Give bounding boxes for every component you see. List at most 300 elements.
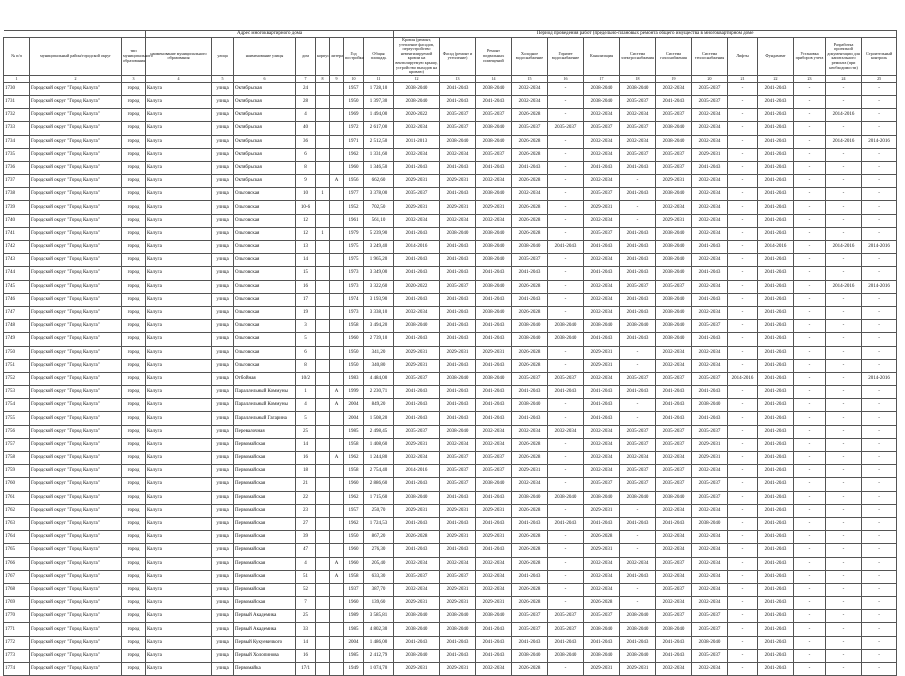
table-cell: 2041-2043: [620, 241, 656, 254]
table-cell: [330, 188, 344, 201]
table-cell: 1736: [4, 161, 30, 174]
table-cell: [330, 517, 344, 530]
table-cell: улица: [212, 359, 234, 372]
table-cell: 2032-2034: [584, 280, 620, 293]
table-cell: 2032-2034: [656, 452, 692, 465]
table-cell: -: [728, 306, 758, 319]
table-cell: улица: [212, 346, 234, 359]
table-cell: Калуга: [146, 663, 212, 676]
table-cell: Городской округ "Город Калуга": [30, 241, 122, 254]
column-header: наименование улицы: [234, 38, 296, 76]
table-cell: -: [548, 161, 584, 174]
table-cell: 633,30: [364, 570, 394, 583]
table-cell: 2041-2043: [548, 386, 584, 399]
table-cell: 2041-2043: [512, 161, 548, 174]
table-cell: Городской округ "Город Калуга": [30, 399, 122, 412]
table-cell: 2041-2043: [440, 254, 476, 267]
table-cell: 2041-2043: [758, 465, 794, 478]
table-cell: -: [794, 531, 826, 544]
table-cell: 2041-2043: [394, 517, 440, 530]
table-cell: -: [548, 293, 584, 306]
table-cell: 2032-2034: [584, 293, 620, 306]
table-cell: 2041-2043: [758, 597, 794, 610]
table-cell: Городской округ "Город Калуга": [30, 623, 122, 636]
table-cell: Калуга: [146, 517, 212, 530]
table-cell: -: [794, 161, 826, 174]
table-cell: [316, 636, 330, 649]
table-cell: 2029-2031: [440, 663, 476, 676]
table-cell: 2038-2040: [692, 517, 728, 530]
table-cell: -: [794, 227, 826, 240]
table-cell: -: [728, 544, 758, 557]
table-cell: 2014-2016: [826, 280, 862, 293]
table-cell: 2035-2037: [692, 82, 728, 95]
table-cell: Городской округ "Город Калуга": [30, 478, 122, 491]
table-cell: 1742: [4, 241, 30, 254]
table-cell: Ольговская: [234, 320, 296, 333]
table-cell: 2035-2037: [656, 372, 692, 385]
table-cell: улица: [212, 201, 234, 214]
table-cell: 1771: [4, 623, 30, 636]
table-cell: 2029-2031: [394, 201, 440, 214]
table-cell: 2035-2037: [656, 148, 692, 161]
table-cell: 2041-2043: [476, 623, 512, 636]
table-cell: Калуга: [146, 254, 212, 267]
table-cell: -: [794, 267, 826, 280]
table-cell: 2038-2040: [394, 623, 440, 636]
table-cell: 2041-2043: [620, 227, 656, 240]
table-cell: 2035-2037: [584, 122, 620, 135]
table-cell: 2041-2043: [476, 649, 512, 662]
table-cell: Калуга: [146, 320, 212, 333]
table-cell: 1950: [344, 531, 364, 544]
table-cell: Городской округ "Город Калуга": [30, 346, 122, 359]
table-cell: 1979: [344, 227, 364, 240]
table-cell: 2014-2016: [394, 241, 440, 254]
table-cell: город: [122, 280, 146, 293]
table-cell: -: [862, 306, 897, 319]
table-cell: -: [794, 175, 826, 188]
table-cell: 1975: [344, 241, 364, 254]
table-cell: -: [826, 333, 862, 346]
group-header-row: [4, 31, 897, 38]
table-cell: [316, 478, 330, 491]
table-cell: -: [794, 583, 826, 596]
table-cell: 2038-2040: [476, 280, 512, 293]
table-cell: -: [826, 188, 862, 201]
table-cell: 2041-2043: [584, 267, 620, 280]
table-cell: 2035-2037: [620, 280, 656, 293]
table-cell: Городской округ "Город Калуга": [30, 306, 122, 319]
table-cell: 1 244,80: [364, 452, 394, 465]
table-cell: 2032-2034: [692, 122, 728, 135]
table-cell: 2032-2034: [692, 663, 728, 676]
table-cell: -: [826, 663, 862, 676]
table-cell: 1977: [344, 188, 364, 201]
table-cell: Первомайская: [234, 517, 296, 530]
table-cell: [316, 491, 330, 504]
table-cell: 1952: [344, 201, 364, 214]
table-cell: город: [122, 544, 146, 557]
table-cell: -: [548, 95, 584, 108]
table-row: [4, 504, 897, 517]
table-cell: -: [728, 109, 758, 122]
table-cell: Первомайская: [234, 544, 296, 557]
table-cell: 3 494,20: [364, 320, 394, 333]
table-cell: 19: [296, 306, 316, 319]
table-cell: [330, 346, 344, 359]
table-cell: -: [728, 280, 758, 293]
table-cell: 2041-2043: [758, 333, 794, 346]
table-cell: -: [794, 597, 826, 610]
table-cell: 2041-2043: [656, 649, 692, 662]
table-cell: -: [862, 161, 897, 174]
table-cell: 2035-2037: [476, 148, 512, 161]
table-cell: -: [794, 544, 826, 557]
table-cell: 2038-2040: [512, 320, 548, 333]
table-row: [4, 663, 897, 676]
table-cell: -: [728, 649, 758, 662]
column-number: 15: [512, 75, 548, 82]
table-cell: -: [728, 214, 758, 227]
table-cell: 2041-2043: [440, 649, 476, 662]
table-cell: улица: [212, 597, 234, 610]
table-cell: 2041-2043: [394, 478, 440, 491]
table-row: [4, 201, 897, 214]
table-cell: 2038-2040: [584, 95, 620, 108]
table-cell: 2041-2043: [440, 544, 476, 557]
table-cell: 17/1: [296, 663, 316, 676]
table-cell: Калуга: [146, 636, 212, 649]
table-cell: 2038-2040: [476, 227, 512, 240]
table-cell: 2026-2028: [512, 306, 548, 319]
table-cell: 2029-2031: [692, 148, 728, 161]
table-cell: улица: [212, 254, 234, 267]
table-row: [4, 188, 897, 201]
table-cell: -: [548, 346, 584, 359]
table-cell: -: [794, 346, 826, 359]
table-cell: Городской округ "Город Калуга": [30, 82, 122, 95]
table-cell: 2041-2043: [758, 293, 794, 306]
table-cell: [330, 241, 344, 254]
table-cell: -: [548, 597, 584, 610]
table-cell: 2035-2037: [692, 491, 728, 504]
table-cell: -: [826, 175, 862, 188]
table-cell: 1769: [4, 597, 30, 610]
table-cell: 2035-2037: [692, 372, 728, 385]
table-cell: 2035-2037: [440, 570, 476, 583]
table-cell: -: [548, 359, 584, 372]
table-cell: -: [794, 122, 826, 135]
table-cell: -: [728, 148, 758, 161]
table-cell: Параллельный Коммуны: [234, 386, 296, 399]
table-cell: 1757: [4, 438, 30, 451]
table-cell: 2014-2016: [394, 465, 440, 478]
table-cell: -: [548, 109, 584, 122]
table-cell: -: [794, 636, 826, 649]
table-cell: 1989: [344, 610, 364, 623]
table-cell: 2032-2034: [584, 254, 620, 267]
table-cell: 2032-2034: [656, 504, 692, 517]
table-cell: 2041-2043: [512, 293, 548, 306]
table-cell: 2 739,10: [364, 333, 394, 346]
table-cell: Первомайская: [234, 438, 296, 451]
table-cell: 8: [296, 161, 316, 174]
table-cell: 2032-2034: [692, 306, 728, 319]
table-cell: 2032-2034: [476, 214, 512, 227]
table-cell: 2029-2031: [440, 583, 476, 596]
address-group-header: Адрес многоквартирного дома: [146, 31, 394, 38]
table-cell: 2041-2043: [620, 570, 656, 583]
table-cell: 1: [316, 188, 330, 201]
table-cell: Городской округ "Город Калуга": [30, 201, 122, 214]
table-cell: [330, 82, 344, 95]
table-cell: 276,30: [364, 544, 394, 557]
table-cell: Городской округ "Город Калуга": [30, 504, 122, 517]
table-cell: [330, 306, 344, 319]
table-cell: Калуга: [146, 570, 212, 583]
table-cell: 2032-2034: [476, 583, 512, 596]
table-cell: 2029-2031: [440, 346, 476, 359]
table-row: [4, 293, 897, 306]
table-cell: 2041-2043: [476, 386, 512, 399]
table-cell: Октябрьская: [234, 122, 296, 135]
table-cell: Городской округ "Город Калуга": [30, 214, 122, 227]
table-cell: 1950: [344, 359, 364, 372]
table-cell: 9: [296, 175, 316, 188]
table-row: [4, 425, 897, 438]
table-cell: 25: [296, 610, 316, 623]
table-cell: [330, 478, 344, 491]
table-cell: 2032-2034: [656, 531, 692, 544]
table-cell: 2041-2043: [548, 517, 584, 530]
table-cell: 2041-2043: [512, 267, 548, 280]
table-cell: -: [728, 241, 758, 254]
table-cell: 1760: [4, 478, 30, 491]
table-cell: Калуга: [146, 161, 212, 174]
table-cell: 2035-2037: [584, 478, 620, 491]
table-cell: 2032-2034: [440, 557, 476, 570]
table-cell: -: [862, 399, 897, 412]
table-cell: [316, 570, 330, 583]
table-cell: -: [620, 399, 656, 412]
table-cell: 18: [296, 465, 316, 478]
table-cell: 2 754,40: [364, 465, 394, 478]
table-cell: 2032-2034: [692, 227, 728, 240]
column-number: 1: [4, 75, 30, 82]
table-cell: 2035-2037: [584, 188, 620, 201]
table-cell: 1774: [4, 663, 30, 676]
table-cell: 1974: [344, 293, 364, 306]
table-cell: [316, 544, 330, 557]
table-cell: -: [728, 438, 758, 451]
table-cell: Городской округ "Город Калуга": [30, 583, 122, 596]
table-cell: 2041-2043: [758, 188, 794, 201]
table-cell: 2026-2028: [512, 359, 548, 372]
table-cell: Городской округ "Город Калуга": [30, 544, 122, 557]
table-cell: 2 512,50: [364, 135, 394, 148]
table-cell: 2038-2040: [512, 491, 548, 504]
table-cell: 2038-2040: [394, 320, 440, 333]
table-cell: -: [862, 531, 897, 544]
table-cell: -: [728, 267, 758, 280]
table-cell: [316, 610, 330, 623]
table-cell: Калуга: [146, 438, 212, 451]
table-cell: -: [862, 227, 897, 240]
table-cell: -: [794, 399, 826, 412]
table-row: [4, 306, 897, 319]
table-cell: [316, 214, 330, 227]
table-cell: [330, 372, 344, 385]
table-row: [4, 148, 897, 161]
table-cell: 36: [296, 135, 316, 148]
table-cell: -: [728, 517, 758, 530]
table-cell: [330, 359, 344, 372]
table-cell: 2026-2028: [512, 452, 548, 465]
table-cell: -: [548, 148, 584, 161]
table-cell: Первомайская: [234, 597, 296, 610]
table-cell: 2041-2043: [758, 109, 794, 122]
table-cell: -: [826, 504, 862, 517]
table-cell: [316, 135, 330, 148]
table-cell: 2038-2040: [476, 478, 512, 491]
table-row: [4, 623, 897, 636]
table-cell: [330, 293, 344, 306]
table-cell: 2032-2034: [620, 452, 656, 465]
table-cell: улица: [212, 267, 234, 280]
table-cell: 2038-2040: [584, 649, 620, 662]
table-cell: 2038-2040: [692, 636, 728, 649]
table-cell: 1958: [344, 438, 364, 451]
table-cell: 2011-2013: [394, 135, 440, 148]
table-cell: -: [620, 412, 656, 425]
table-cell: -: [548, 663, 584, 676]
table-cell: 6: [296, 148, 316, 161]
table-cell: 2041-2043: [394, 386, 440, 399]
table-cell: Калуга: [146, 214, 212, 227]
table-cell: 2026-2028: [512, 663, 548, 676]
table-cell: 1950: [344, 95, 364, 108]
table-cell: улица: [212, 465, 234, 478]
table-cell: 1960: [344, 544, 364, 557]
table-cell: город: [122, 175, 146, 188]
table-cell: 1756: [4, 425, 30, 438]
column-header: Лифты: [728, 38, 758, 76]
table-cell: [330, 161, 344, 174]
table-cell: город: [122, 531, 146, 544]
table-cell: Первомайская: [234, 478, 296, 491]
table-cell: 1 486,00: [364, 636, 394, 649]
table-cell: -: [862, 478, 897, 491]
table-cell: 2041-2043: [692, 161, 728, 174]
table-cell: -: [548, 201, 584, 214]
column-header: Горячее водоснабжение: [548, 38, 584, 76]
table-cell: 2041-2043: [394, 544, 440, 557]
table-cell: -: [548, 227, 584, 240]
table-cell: 2032-2034: [512, 425, 548, 438]
table-cell: Ольговская: [234, 359, 296, 372]
table-cell: 2038-2040: [476, 135, 512, 148]
table-cell: 2032-2034: [394, 148, 440, 161]
table-cell: [316, 241, 330, 254]
table-cell: [316, 399, 330, 412]
table-cell: 2038-2040: [656, 320, 692, 333]
table-cell: 2038-2040: [656, 306, 692, 319]
table-cell: 2020-2022: [394, 280, 440, 293]
table-cell: 2035-2037: [584, 610, 620, 623]
table-cell: -: [862, 663, 897, 676]
table-cell: 2004: [344, 399, 364, 412]
table-cell: 2032-2034: [394, 122, 440, 135]
table-cell: 702,50: [364, 201, 394, 214]
table-cell: -: [862, 465, 897, 478]
column-header: литера: [330, 38, 344, 76]
table-cell: 2041-2043: [758, 359, 794, 372]
table-cell: 1957: [344, 504, 364, 517]
table-cell: 5: [296, 333, 316, 346]
table-cell: -: [728, 188, 758, 201]
table-cell: -: [794, 478, 826, 491]
table-cell: 2038-2040: [476, 610, 512, 623]
table-cell: 2041-2043: [758, 517, 794, 530]
table-cell: 2041-2043: [476, 320, 512, 333]
table-cell: Калуга: [146, 386, 212, 399]
table-cell: 2035-2037: [692, 425, 728, 438]
table-cell: Калуга: [146, 597, 212, 610]
table-cell: 1735: [4, 148, 30, 161]
table-cell: 2029-2031: [440, 201, 476, 214]
table-cell: 2041-2043: [584, 333, 620, 346]
table-cell: 2029-2031: [394, 438, 440, 451]
table-cell: 8: [296, 359, 316, 372]
table-cell: улица: [212, 227, 234, 240]
table-cell: 1973: [344, 280, 364, 293]
table-cell: -: [862, 597, 897, 610]
column-number: 13: [440, 75, 476, 82]
table-cell: Октябрьская: [234, 109, 296, 122]
table-row: [4, 227, 897, 240]
table-cell: -: [794, 623, 826, 636]
table-cell: 2 230,71: [364, 386, 394, 399]
table-cell: 2032-2034: [620, 135, 656, 148]
table-cell: 2032-2034: [620, 557, 656, 570]
table-cell: -: [794, 663, 826, 676]
column-number: 6: [234, 75, 296, 82]
table-cell: [316, 359, 330, 372]
table-cell: город: [122, 412, 146, 425]
table-cell: [316, 425, 330, 438]
table-cell: [330, 504, 344, 517]
table-cell: 2041-2043: [440, 267, 476, 280]
table-cell: -: [728, 95, 758, 108]
table-cell: 2041-2043: [758, 663, 794, 676]
table-cell: 2038-2040: [476, 241, 512, 254]
table-cell: 2041-2043: [758, 557, 794, 570]
table-cell: 2035-2037: [512, 372, 548, 385]
table-cell: -: [862, 623, 897, 636]
table-cell: 2029-2031: [584, 346, 620, 359]
table-cell: 2038-2040: [476, 82, 512, 95]
table-cell: -: [728, 161, 758, 174]
table-cell: Калуга: [146, 82, 212, 95]
table-cell: Ольговская: [234, 346, 296, 359]
table-cell: 2026-2028: [394, 531, 440, 544]
table-cell: [316, 175, 330, 188]
table-cell: 2038-2040: [656, 491, 692, 504]
table-cell: -: [862, 122, 897, 135]
table-row: [4, 386, 897, 399]
table-cell: 2038-2040: [440, 425, 476, 438]
